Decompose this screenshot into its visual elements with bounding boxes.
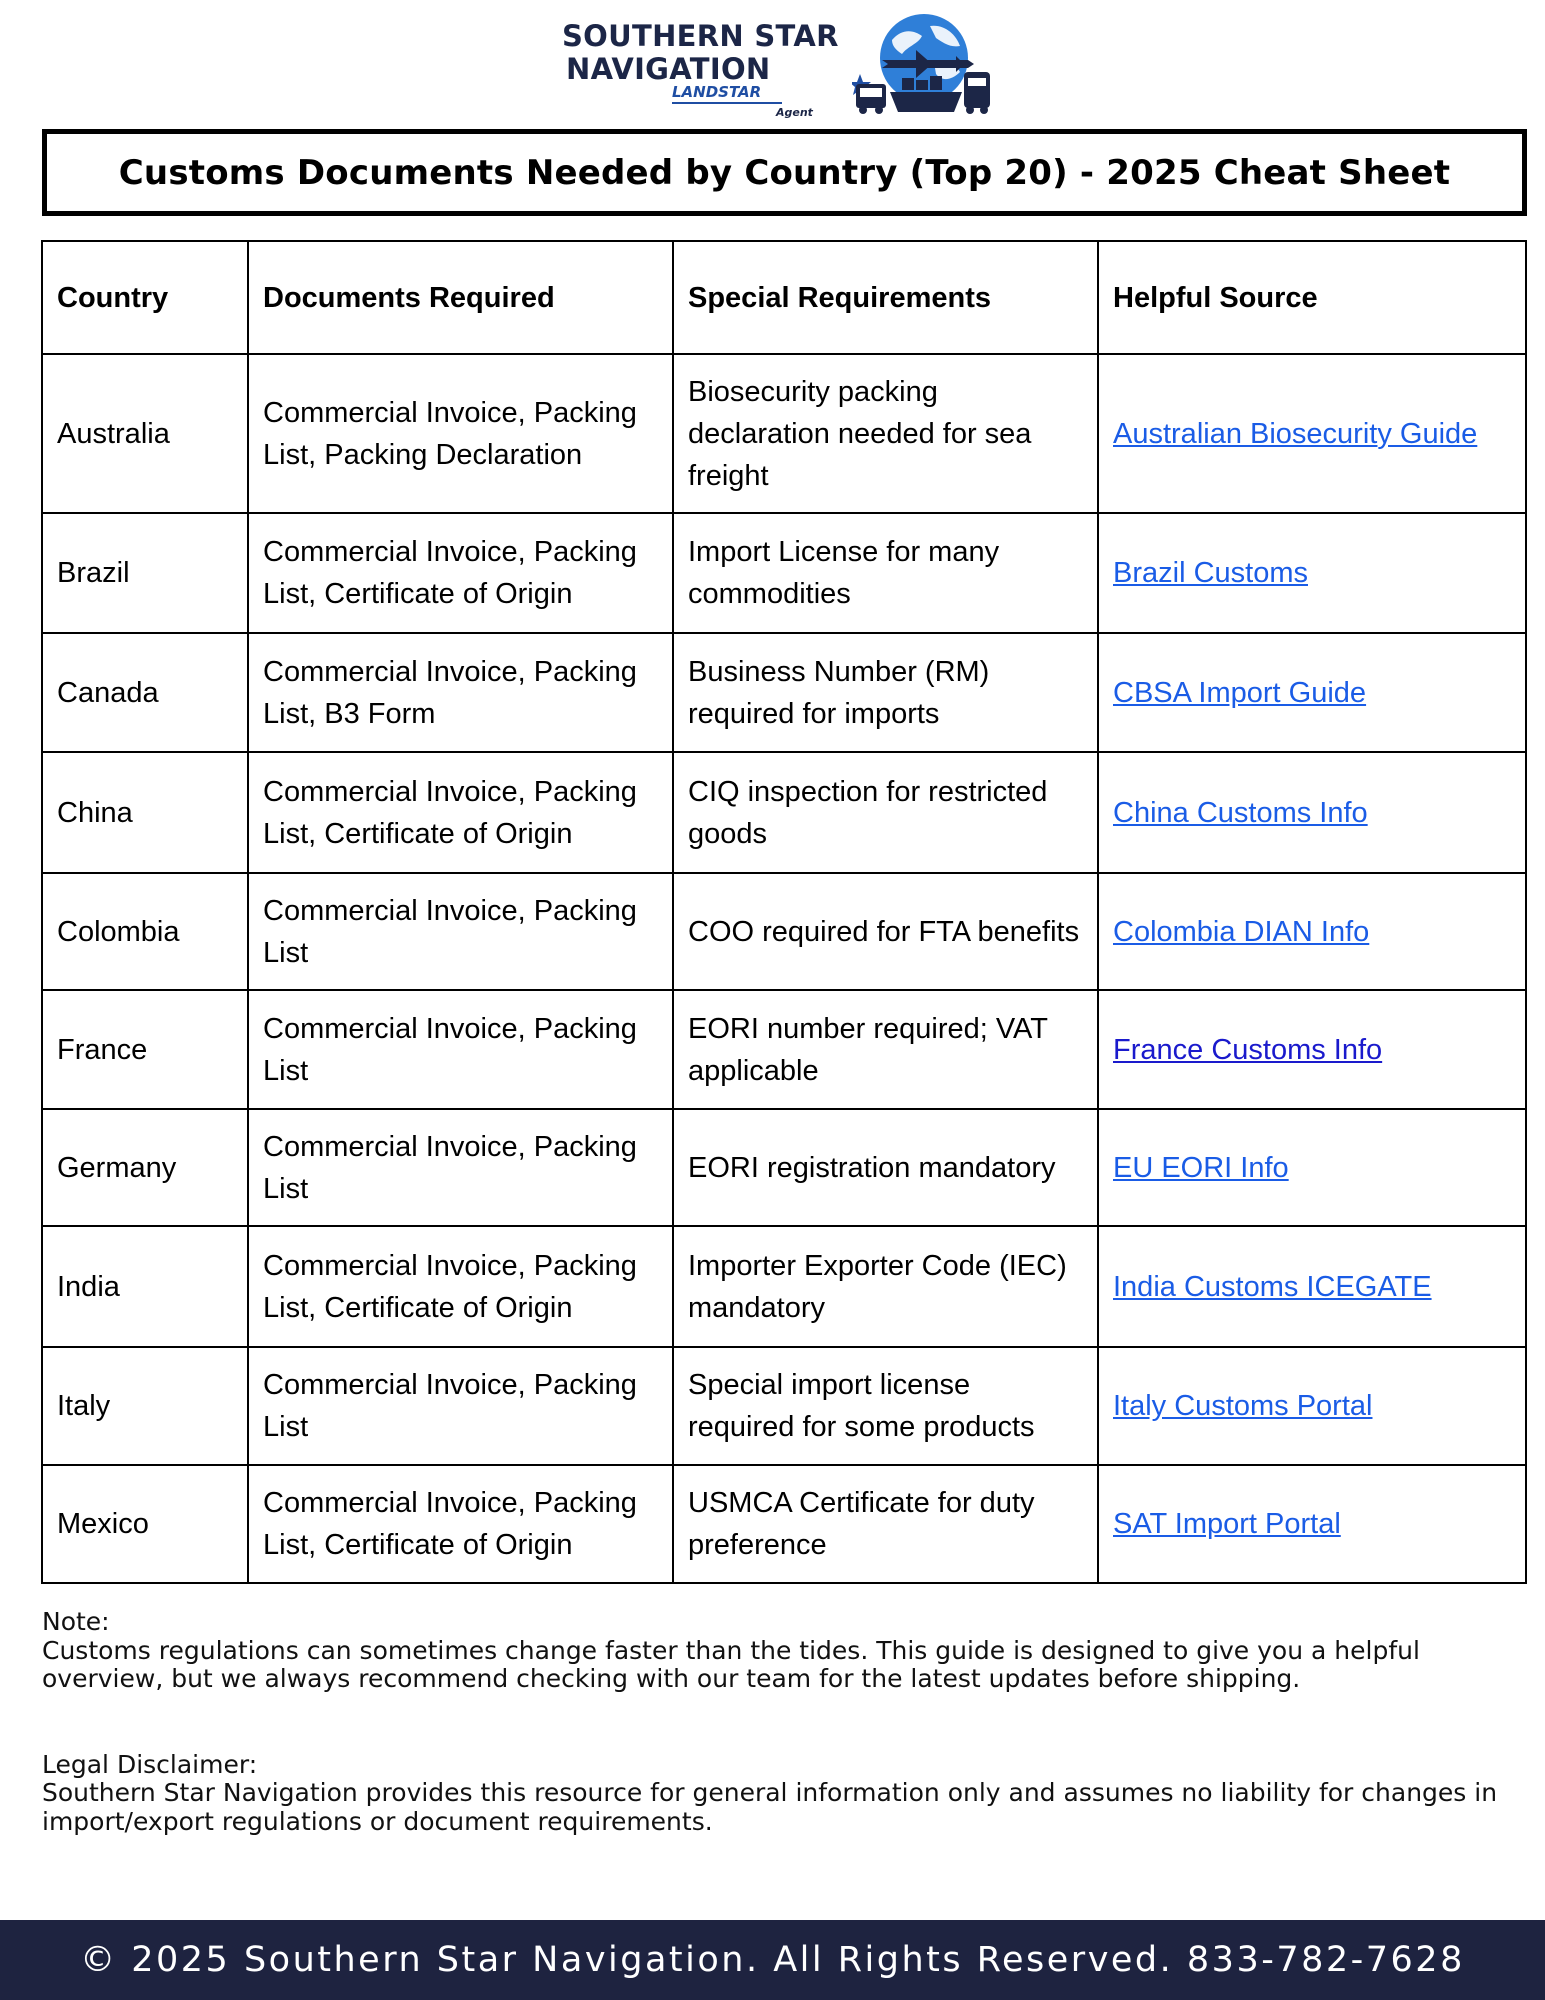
source-cell xyxy=(1098,990,1526,1109)
documents-cell: Commercial Invoice, Packing List, B3 Form xyxy=(248,633,673,752)
header-special: Special Requirements xyxy=(673,241,1098,354)
disclaimer-text: Southern Star Navigation provides this resource for general information only and assumes no liability for changes in import/export regulations or document requirements. xyxy=(42,1778,1498,1836)
country-cell: Brazil xyxy=(42,513,248,633)
logo-agent: Agent xyxy=(776,106,813,119)
source-link[interactable]: Colombia DIAN Info xyxy=(1113,915,1370,948)
header-source: Helpful Source xyxy=(1098,241,1526,354)
source-link[interactable]: EU EORI Info xyxy=(1113,1151,1289,1184)
country-cell: Germany xyxy=(42,1109,248,1226)
source-cell xyxy=(1098,354,1526,513)
globe-logistics-icon xyxy=(852,10,994,118)
table-row xyxy=(42,1109,1526,1226)
source-link[interactable]: CBSA Import Guide xyxy=(1113,676,1367,709)
special-cell: EORI number required; VAT applicable xyxy=(673,990,1098,1109)
disclaimer-label: Legal Disclaimer: xyxy=(42,1749,258,1779)
country-cell: Canada xyxy=(42,633,248,752)
documents-cell: Commercial Invoice, Packing List xyxy=(248,1109,673,1226)
table-row xyxy=(42,990,1526,1109)
table-row xyxy=(42,873,1526,990)
note-label: Note: xyxy=(42,1607,110,1636)
logo-wordmark xyxy=(562,20,839,86)
notes-spacer xyxy=(42,1694,1512,1751)
title-box xyxy=(42,129,1527,216)
table-row xyxy=(42,752,1526,873)
special-cell: Business Number (RM) required for imports xyxy=(673,633,1098,752)
special-cell: Importer Exporter Code (IEC) mandatory xyxy=(673,1226,1098,1347)
notes-section xyxy=(42,1608,1512,1836)
source-link[interactable]: SAT Import Portal xyxy=(1113,1508,1341,1540)
documents-cell: Commercial Invoice, Packing List, Certificate of Origin xyxy=(248,1465,673,1583)
source-cell xyxy=(1098,1465,1526,1583)
table-row xyxy=(42,1226,1526,1347)
logo-rule xyxy=(672,102,782,104)
documents-cell: Commercial Invoice, Packing List xyxy=(248,873,673,990)
source-link[interactable]: Australian Biosecurity Guide xyxy=(1113,417,1478,450)
country-cell: India xyxy=(42,1226,248,1347)
table-row xyxy=(42,1465,1526,1583)
table-row xyxy=(42,513,1526,633)
special-cell: Biosecurity packing declaration needed for sea freight xyxy=(673,354,1098,513)
country-cell: Italy xyxy=(42,1347,248,1465)
header-documents: Documents Required xyxy=(248,241,673,354)
logo-line-1: SOUTHERN STAR xyxy=(562,19,839,53)
country-cell: France xyxy=(42,990,248,1109)
special-cell: Import License for many commodities xyxy=(673,513,1098,633)
documents-cell: Commercial Invoice, Packing List, Packing Declaration xyxy=(248,354,673,513)
documents-cell: Commercial Invoice, Packing List, Certificate of Origin xyxy=(248,752,673,873)
page-title: Customs Documents Needed by Country (Top 20) - 2025 Cheat Sheet xyxy=(118,152,1451,193)
footer-bar xyxy=(0,1920,1545,2000)
source-link[interactable]: China Customs Info xyxy=(1113,796,1368,829)
source-cell xyxy=(1098,1109,1526,1226)
special-cell: COO required for FTA benefits xyxy=(673,873,1098,990)
special-cell: Special import license required for some products xyxy=(673,1347,1098,1465)
rail-car-icon xyxy=(964,72,990,108)
source-link[interactable]: France Customs Info xyxy=(1113,1033,1383,1066)
source-cell xyxy=(1098,513,1526,633)
country-cell: Colombia xyxy=(42,873,248,990)
logo-brand: LANDSTAR xyxy=(672,83,762,101)
source-link[interactable]: Italy Customs Portal xyxy=(1113,1390,1373,1422)
country-cell: Australia xyxy=(42,354,248,513)
special-cell: CIQ inspection for restricted goods xyxy=(673,752,1098,873)
company-logo xyxy=(562,10,994,118)
source-cell xyxy=(1098,752,1526,873)
country-cell: China xyxy=(42,752,248,873)
header-country: Country xyxy=(42,241,248,354)
special-cell: USMCA Certificate for duty preference xyxy=(673,1465,1098,1583)
table-header-row xyxy=(42,241,1526,354)
special-cell: EORI registration mandatory xyxy=(673,1109,1098,1226)
source-cell xyxy=(1098,873,1526,990)
documents-cell: Commercial Invoice, Packing List, Certificate of Origin xyxy=(248,513,673,633)
source-cell xyxy=(1098,1347,1526,1465)
documents-cell: Commercial Invoice, Packing List xyxy=(248,990,673,1109)
source-cell xyxy=(1098,1226,1526,1347)
documents-cell: Commercial Invoice, Packing List xyxy=(248,1347,673,1465)
customs-documents-table xyxy=(41,240,1527,1584)
table-row xyxy=(42,354,1526,513)
source-cell xyxy=(1098,633,1526,752)
source-link[interactable]: Brazil Customs xyxy=(1113,557,1308,589)
documents-cell: Commercial Invoice, Packing List, Certificate of Origin xyxy=(248,1226,673,1347)
table-row xyxy=(42,633,1526,752)
footer-copyright: © 2025 Southern Star Navigation. All Rights Reserved. 833-782-7628 xyxy=(80,1940,1465,1980)
logo-line-2: NAVIGATION xyxy=(566,52,771,86)
cargo-ship-icon xyxy=(890,92,962,112)
source-link[interactable]: India Customs ICEGATE xyxy=(1113,1270,1432,1303)
table-row xyxy=(42,1347,1526,1465)
country-cell: Mexico xyxy=(42,1465,248,1583)
note-text: Customs regulations can sometimes change faster than the tides. This guide is designed to give you a helpful overview, but we always recommend checking with our team for the latest updates before shipping. xyxy=(42,1635,1420,1693)
